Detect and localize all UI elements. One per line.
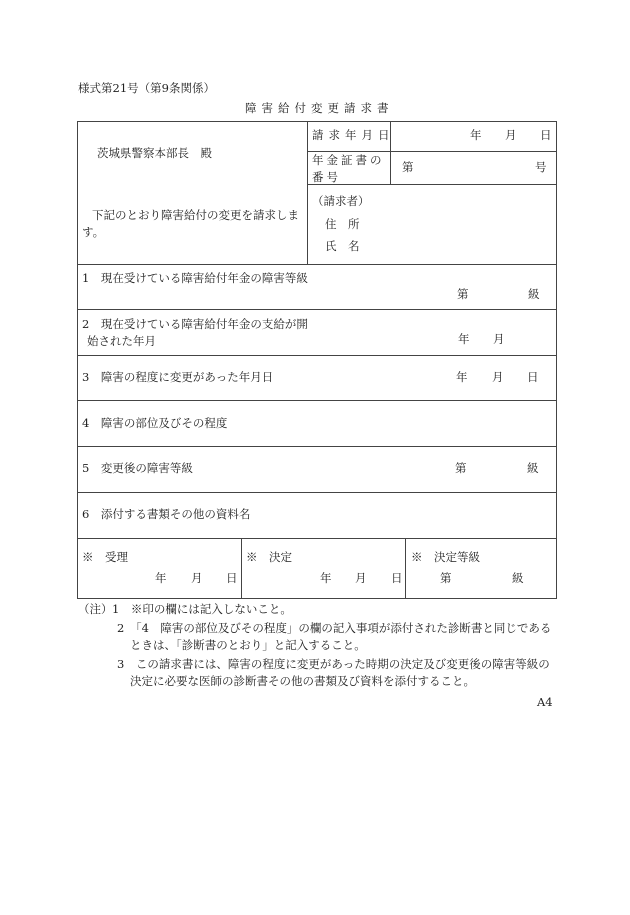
- note-3-text: 3 この請求書には、障害の程度に変更があった時期の決定及び変更後の障害等級の決定に必要な医師の診断書その他の書類及び資料を添付すること。: [117, 657, 550, 688]
- name-label: 氏 名: [325, 239, 360, 253]
- date-day-unit: 日: [540, 128, 552, 142]
- grade-prefix: 第: [440, 571, 452, 585]
- paper-size: A4: [537, 695, 553, 709]
- request-date-label: 請求年月日: [312, 128, 395, 142]
- item-2-month: 月: [493, 332, 505, 346]
- form-title: 障害給付変更請求書: [245, 101, 394, 115]
- addressee: 茨城県警察本部長 殿: [97, 146, 212, 160]
- item-5-label: 5 変更後の障害等級: [82, 461, 193, 475]
- grade-label: ※ 決定等級: [411, 550, 480, 564]
- pension-number-label: 年金証書の番号: [312, 153, 385, 184]
- item-5-suffix: 級: [527, 461, 539, 475]
- item-3-label: 3 障害の程度に変更があった年月日: [82, 370, 274, 384]
- form-number: 様式第21号（第9条関係）: [78, 81, 215, 95]
- item-1-suffix: 級: [528, 287, 540, 301]
- note-1: 1 ※印の欄には記入しないこと。: [112, 602, 292, 616]
- item-3-year: 年: [456, 370, 468, 384]
- date-month-unit: 月: [505, 128, 517, 142]
- divider: [77, 446, 557, 447]
- item-3-day: 日: [527, 370, 539, 384]
- note-2-text: 2 「4 障害の部位及びその程度」の欄の記入事項が添付された診断書と同じであるときは、「診断書のとおり」と記入すること。: [117, 621, 552, 652]
- divider: [77, 355, 557, 356]
- note-3: [117, 656, 553, 690]
- claimant-label: （請求者）: [312, 194, 370, 208]
- pension-number-suffix: 号: [535, 160, 547, 174]
- divider: [77, 309, 557, 310]
- divider: [77, 400, 557, 401]
- receipt-month: 月: [191, 571, 203, 585]
- receipt-day: 日: [226, 571, 238, 585]
- decision-year: 年: [320, 571, 332, 585]
- decision-label: ※ 決定: [246, 550, 292, 564]
- date-year-unit: 年: [470, 128, 482, 142]
- item-5-prefix: 第: [455, 461, 467, 475]
- note-2: [117, 620, 553, 654]
- decision-day: 日: [391, 571, 403, 585]
- divider: [77, 538, 557, 539]
- decision-month: 月: [355, 571, 367, 585]
- divider: [241, 538, 242, 599]
- divider: [77, 492, 557, 493]
- item-2-year: 年: [458, 332, 470, 346]
- pension-number-prefix: 第: [402, 160, 414, 174]
- notes-heading: （注）: [78, 602, 113, 616]
- divider: [405, 538, 406, 599]
- item-6-label: 6 添付する書類その他の資料名: [82, 507, 251, 521]
- request-text: 下記のとおり障害給付の変更を請求します。: [82, 208, 299, 239]
- grade-suffix: 級: [512, 571, 524, 585]
- item-3-month: 月: [492, 370, 504, 384]
- item-1-label: 1 現在受けている障害給付年金の障害等級: [82, 271, 308, 285]
- item-2-label: 2 現在受けている障害給付年金の支給が開始された年月: [82, 317, 308, 348]
- receipt-label: ※ 受理: [82, 550, 128, 564]
- divider: [77, 264, 557, 265]
- receipt-year: 年: [155, 571, 167, 585]
- form-table: [77, 121, 557, 599]
- address-label: 住 所: [325, 217, 360, 231]
- divider: [307, 121, 308, 264]
- item-4-label: 4 障害の部位及びその程度: [82, 416, 228, 430]
- item-1-prefix: 第: [457, 287, 469, 301]
